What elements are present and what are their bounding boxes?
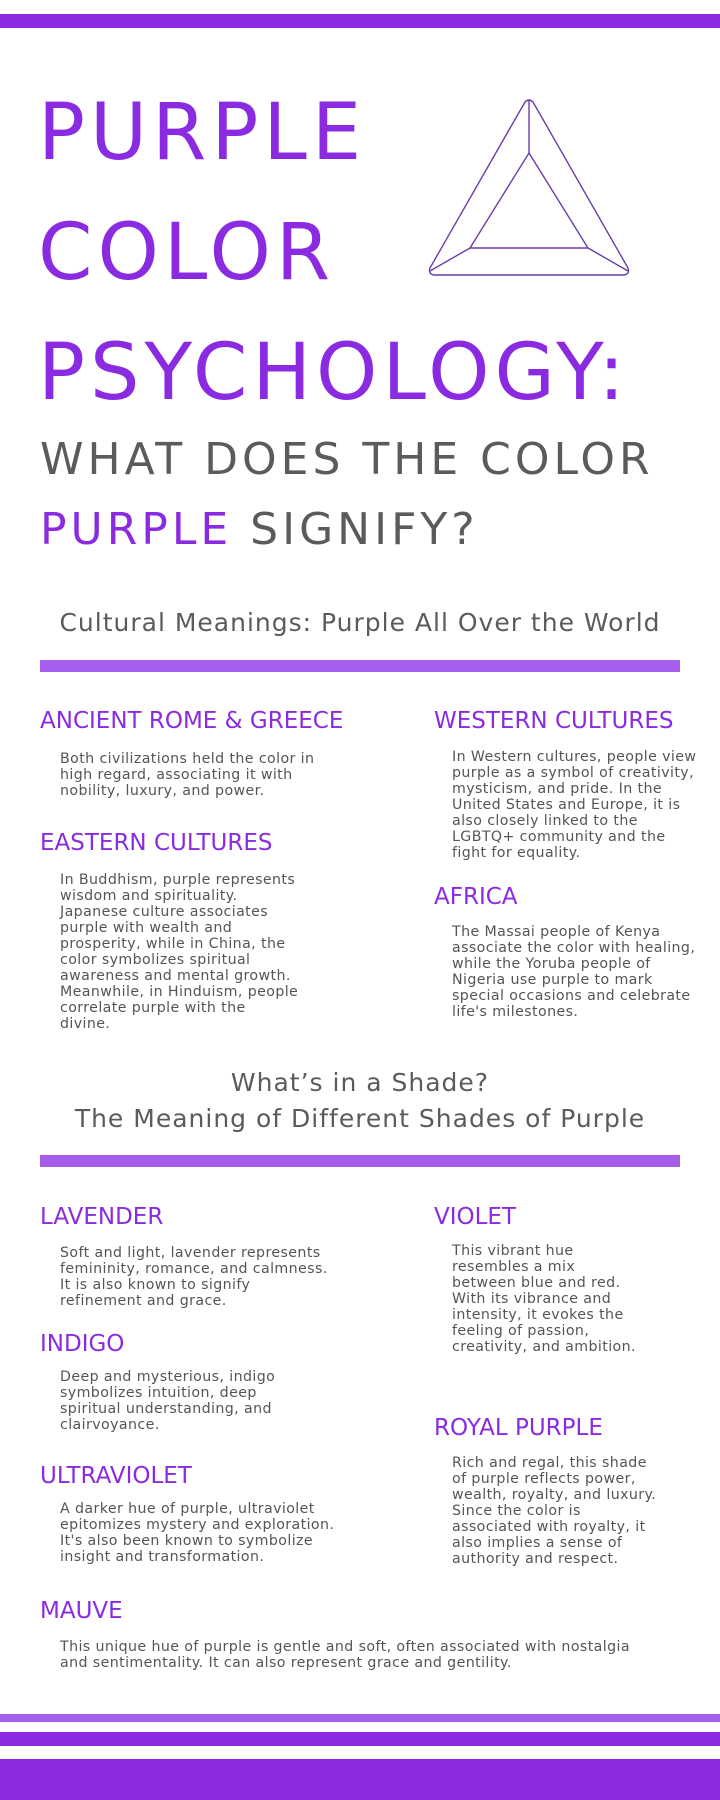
text-indigo: Deep and mysterious, indigo symbolizes intuition, deep spiritual understanding, and clairvoyance. (60, 1369, 276, 1433)
heading-royal-purple: ROYAL PURPLE (434, 1415, 603, 1441)
heading-ultraviolet: ULTRAVIOLET (40, 1463, 192, 1489)
text-lavender: Soft and light, lavender represents femininity, romance, and calmness. It is also known to signify refinement and grace. (60, 1245, 328, 1309)
subtitle-line-2 (40, 504, 479, 555)
subtitle-purple-word: PURPLE (40, 504, 233, 555)
bottom-bar-mid (0, 1732, 720, 1746)
cultural-section-title: Cultural Meanings: Purple All Over the World (59, 608, 661, 637)
text-royal-purple: Rich and regal, this shade of purple reflects power, wealth, royalty, and luxury. Since the color is associated with royalty, it also implies a sense of authority and respect. (452, 1455, 657, 1567)
heading-violet: VIOLET (434, 1204, 517, 1230)
subtitle-line-1: WHAT DOES THE COLOR (40, 434, 654, 485)
heading-ancient-rome-greece: ANCIENT ROME & GREECE (40, 708, 344, 734)
cultural-divider (40, 660, 680, 672)
triangle-icon (424, 98, 634, 280)
text-eastern-cultures: In Buddhism, purple represents wisdom and spirituality. Japanese culture associates purple with wealth and prosperity, while in China, the color symbolizes spiritual awareness and mental growth. Meanwhile, in Hinduism, people correlate purple with the divine. (60, 872, 299, 1032)
heading-eastern-cultures: EASTERN CULTURES (40, 830, 273, 856)
shades-section-title (0, 1066, 720, 1136)
top-bar (0, 14, 720, 28)
subtitle-rest: SIGNIFY? (250, 504, 479, 555)
text-africa: The Massai people of Kenya associate the color with healing, while the Yoruba people of Nigeria use purple to mark special occasions and celebrate life's milestones. (452, 924, 696, 1020)
shades-divider (40, 1155, 680, 1167)
heading-mauve: MAUVE (40, 1598, 123, 1624)
text-ancient-rome-greece: Both civilizations held the color in high regard, associating it with nobility, luxury, and power. (60, 751, 315, 799)
text-western-cultures: In Western cultures, people view purple as a symbol of creativity, mysticism, and pride. In the United States and Europe, it is also closely linked to the LGBTQ+ community and the fight for equality. (452, 749, 697, 861)
heading-lavender: LAVENDER (40, 1204, 164, 1230)
shades-title-line-2: The Meaning of Different Shades of Purple (74, 1103, 646, 1133)
bottom-bar-thin (0, 1714, 720, 1722)
text-violet: This vibrant hue resembles a mix between blue and red. With its vibrance and intensity, it evokes the feeling of passion, creativity, and ambition. (452, 1243, 636, 1355)
heading-indigo: INDIGO (40, 1331, 125, 1357)
text-mauve: This unique hue of purple is gentle and soft, often associated with nostalgia and sentimentality. It can also represent grace and gentility. (60, 1639, 630, 1671)
title-line-3: PSYCHOLOGY: (38, 328, 630, 418)
title-line-2: COLOR (38, 208, 336, 298)
title-line-1: PURPLE (38, 88, 367, 178)
bottom-bar-thick (0, 1759, 720, 1800)
shades-title-line-1: What’s in a Shade? (230, 1068, 490, 1097)
heading-africa: AFRICA (434, 884, 518, 910)
heading-western-cultures: WESTERN CULTURES (434, 708, 674, 734)
text-ultraviolet: A darker hue of purple, ultraviolet epitomizes mystery and exploration. It's also been known to symbolize insight and transformation. (60, 1501, 335, 1565)
